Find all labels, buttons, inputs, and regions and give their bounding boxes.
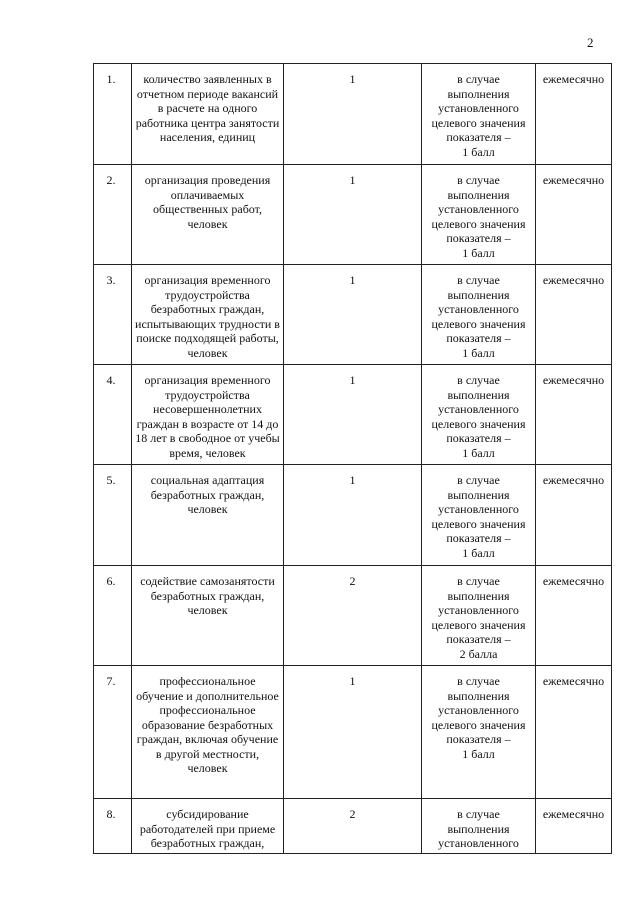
condition-line: установленного: [438, 603, 519, 617]
row-number: 5.: [94, 465, 132, 566]
condition-line: в случае: [457, 574, 500, 588]
condition-line: целевого значения: [431, 115, 526, 130]
condition-line: в случае: [457, 173, 500, 187]
indicator-weight: 1: [284, 64, 422, 165]
row-number: 1.: [94, 64, 132, 165]
condition-line: показателя –: [446, 331, 511, 345]
condition-line: целевого значения: [431, 717, 526, 732]
condition-line: показателя –: [446, 431, 511, 445]
reporting-frequency: ежемесячно: [536, 365, 612, 465]
condition-line: показателя –: [446, 732, 511, 746]
reporting-frequency: ежемесячно: [536, 799, 612, 854]
condition-line: 1 балл: [462, 746, 495, 761]
condition-line: 1 балл: [462, 445, 495, 460]
condition-line: выполнения: [447, 588, 510, 603]
condition-line: выполнения: [447, 387, 510, 402]
reporting-frequency: ежемесячно: [536, 165, 612, 265]
scoring-condition: [422, 465, 536, 566]
indicator-name: организация временного трудоустройства несовершеннолетних граждан в возрасте от 14 до 18 лет в свободное от учебы время, человек: [132, 365, 284, 465]
condition-line: целевого значения: [431, 316, 526, 331]
scoring-condition: [422, 566, 536, 666]
condition-line: установленного: [438, 302, 519, 316]
reporting-frequency: ежемесячно: [536, 666, 612, 799]
indicator-weight: 1: [284, 265, 422, 365]
indicator-name: содействие самозанятости безработных граждан, человек: [132, 566, 284, 666]
condition-line: целевого значения: [431, 216, 526, 231]
indicator-weight: 2: [284, 799, 422, 854]
condition-line: 1 балл: [462, 245, 495, 260]
condition-line: показателя –: [446, 632, 511, 646]
table-row: [94, 165, 612, 265]
reporting-frequency: ежемесячно: [536, 265, 612, 365]
condition-line: установленного: [438, 703, 519, 717]
condition-line: в случае: [457, 674, 500, 688]
condition-line: целевого значения: [431, 617, 526, 632]
reporting-frequency: ежемесячно: [536, 566, 612, 666]
scoring-condition: [422, 799, 536, 854]
condition-line: показателя –: [446, 531, 511, 545]
condition-line: выполнения: [447, 86, 510, 101]
condition-line: установленного: [438, 836, 519, 850]
table-row: [94, 666, 612, 799]
scoring-condition: [422, 666, 536, 799]
table-row: [94, 566, 612, 666]
scoring-condition: [422, 365, 536, 465]
condition-line: в случае: [457, 72, 500, 86]
indicator-name: организация временного трудоустройства безработных граждан, испытывающих трудности в поиске подходящей работы, человек: [132, 265, 284, 365]
indicator-name: количество заявленных в отчетном периоде вакансий в расчете на одного работника центра занятости населения, единиц: [132, 64, 284, 165]
table-row: [94, 365, 612, 465]
indicators-table: [93, 63, 612, 854]
scoring-condition: [422, 265, 536, 365]
condition-line: установленного: [438, 101, 519, 115]
condition-line: целевого значения: [431, 516, 526, 531]
table-row: [94, 465, 612, 566]
condition-line: выполнения: [447, 688, 510, 703]
condition-line: в случае: [457, 273, 500, 287]
table-row: [94, 799, 612, 854]
condition-line: показателя –: [446, 130, 511, 144]
condition-line: 2 балла: [459, 646, 498, 661]
condition-line: 1 балл: [462, 144, 495, 159]
row-number: 6.: [94, 566, 132, 666]
condition-line: установленного: [438, 202, 519, 216]
row-number: 8.: [94, 799, 132, 854]
indicator-name: субсидирование работодателей при приеме безработных граждан,: [132, 799, 284, 854]
indicator-weight: 1: [284, 465, 422, 566]
condition-line: выполнения: [447, 287, 510, 302]
indicator-weight: 1: [284, 165, 422, 265]
condition-line: установленного: [438, 402, 519, 416]
condition-line: целевого значения: [431, 416, 526, 431]
condition-line: в случае: [457, 473, 500, 487]
condition-line: 1 балл: [462, 345, 495, 360]
condition-line: установленного: [438, 502, 519, 516]
condition-line: в случае: [457, 807, 500, 821]
table-row: [94, 265, 612, 365]
indicator-name: профессиональное обучение и дополнительное профессиональное образование безработных граждан, включая обучение в другой местности, человек: [132, 666, 284, 799]
scoring-condition: [422, 64, 536, 165]
row-number: 7.: [94, 666, 132, 799]
condition-line: выполнения: [447, 487, 510, 502]
condition-line: 1 балл: [462, 545, 495, 560]
indicator-weight: 1: [284, 365, 422, 465]
condition-line: выполнения: [447, 187, 510, 202]
indicator-name: организация проведения оплачиваемых общественных работ, человек: [132, 165, 284, 265]
row-number: 4.: [94, 365, 132, 465]
reporting-frequency: ежемесячно: [536, 465, 612, 566]
condition-line: в случае: [457, 373, 500, 387]
row-number: 2.: [94, 165, 132, 265]
indicator-weight: 2: [284, 566, 422, 666]
indicator-name: социальная адаптация безработных граждан, человек: [132, 465, 284, 566]
condition-line: выполнения: [447, 821, 510, 836]
table-row: [94, 64, 612, 165]
condition-line: показателя –: [446, 231, 511, 245]
scoring-condition: [422, 165, 536, 265]
indicator-weight: 1: [284, 666, 422, 799]
row-number: 3.: [94, 265, 132, 365]
page-number: 2: [587, 35, 594, 50]
reporting-frequency: ежемесячно: [536, 64, 612, 165]
